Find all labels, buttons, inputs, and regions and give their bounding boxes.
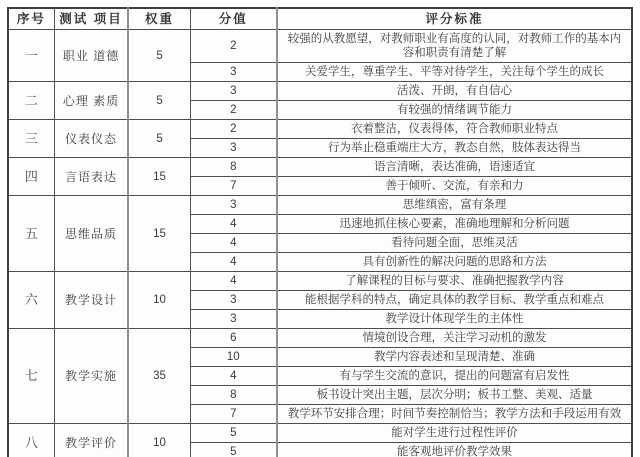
col-header-item: 测试 项目 bbox=[54, 8, 128, 30]
criterion-score: 3 bbox=[190, 310, 277, 329]
criterion-score: 2 bbox=[190, 120, 277, 139]
criterion-text: 能客观地评价教学效果 bbox=[277, 443, 632, 457]
section-name: 心理 素质 bbox=[54, 82, 128, 120]
section-name: 教学实施 bbox=[54, 329, 128, 424]
section-weight: 10 bbox=[128, 424, 190, 457]
section-name: 思维品质 bbox=[54, 196, 128, 272]
criterion-text: 教学环节安排合理；时间节奏控制恰当；教学方法和手段运用有效 bbox=[277, 405, 632, 424]
criterion-score: 4 bbox=[190, 272, 277, 291]
col-header-weight: 权重 bbox=[128, 8, 190, 30]
criterion-text: 板书设计突出主题，层次分明；板书工整、美观、适量 bbox=[277, 386, 632, 405]
criterion-score: 7 bbox=[190, 405, 277, 424]
criterion-score: 5 bbox=[190, 443, 277, 457]
criterion-score: 6 bbox=[190, 329, 277, 348]
criterion-row bbox=[8, 272, 632, 291]
criterion-score: 3 bbox=[190, 63, 277, 82]
criterion-score: 7 bbox=[190, 177, 277, 196]
header-row bbox=[8, 8, 632, 30]
criterion-text: 情境创设合理，关注学习动机的激发 bbox=[277, 329, 632, 348]
section-weight: 5 bbox=[128, 30, 190, 82]
criterion-row bbox=[8, 82, 632, 101]
criterion-score: 5 bbox=[190, 424, 277, 443]
criterion-score: 4 bbox=[190, 215, 277, 234]
criterion-text: 具有创新性的解决问题的思路和方法 bbox=[277, 253, 632, 272]
col-header-index: 序号 bbox=[8, 8, 54, 30]
criterion-row bbox=[8, 329, 632, 348]
section-weight: 5 bbox=[128, 120, 190, 158]
criterion-text: 能对学生进行过程性评价 bbox=[277, 424, 632, 443]
section-number: 五 bbox=[8, 196, 54, 272]
section-number: 八 bbox=[8, 424, 54, 457]
criterion-row bbox=[8, 196, 632, 215]
criterion-text: 能根据学科的特点，确定具体的教学目标、教学重点和难点 bbox=[277, 291, 632, 310]
criterion-text: 活泼、开朗，有自信心 bbox=[277, 82, 632, 101]
criterion-score: 2 bbox=[190, 30, 277, 63]
section-weight: 10 bbox=[128, 272, 190, 329]
section-name: 教学评价 bbox=[54, 424, 128, 457]
section-number: 一 bbox=[8, 30, 54, 82]
section-weight: 15 bbox=[128, 196, 190, 272]
criterion-text: 衣着整洁，仪表得体，符合教师职业特点 bbox=[277, 120, 632, 139]
criterion-text: 有较强的情绪调节能力 bbox=[277, 101, 632, 120]
criterion-score: 8 bbox=[190, 158, 277, 177]
criterion-row bbox=[8, 424, 632, 443]
section-name: 仪表仪态 bbox=[54, 120, 128, 158]
criterion-text: 关爱学生，尊重学生、平等对待学生，关注每个学生的成长 bbox=[277, 63, 632, 82]
criterion-text: 有与学生交流的意识，提出的问题富有启发性 bbox=[277, 367, 632, 386]
col-header-score: 分值 bbox=[190, 8, 277, 30]
criterion-text: 较强的从教愿望，对教师职业有高度的认同，对教师工作的基本内容和职责有清楚了解 bbox=[277, 30, 632, 63]
rubric-body bbox=[8, 30, 632, 457]
criterion-text: 语言清晰，表达准确，语速适宜 bbox=[277, 158, 632, 177]
criterion-score: 2 bbox=[190, 101, 277, 120]
criterion-row bbox=[8, 158, 632, 177]
criterion-score: 3 bbox=[190, 196, 277, 215]
criterion-score: 8 bbox=[190, 386, 277, 405]
criterion-text: 思维缜密，富有条理 bbox=[277, 196, 632, 215]
criterion-score: 4 bbox=[190, 253, 277, 272]
criterion-score: 4 bbox=[190, 234, 277, 253]
criterion-text: 迅速地抓住核心要素，准确地理解和分析问题 bbox=[277, 215, 632, 234]
criterion-text: 教学内容表述和呈现清楚、准确 bbox=[277, 348, 632, 367]
criterion-text: 善于倾听、交流，有亲和力 bbox=[277, 177, 632, 196]
section-number: 二 bbox=[8, 82, 54, 120]
section-weight: 35 bbox=[128, 329, 190, 424]
criterion-score: 3 bbox=[190, 139, 277, 158]
criterion-row bbox=[8, 120, 632, 139]
section-number: 四 bbox=[8, 158, 54, 196]
section-name: 职业 道德 bbox=[54, 30, 128, 82]
scoring-rubric-table bbox=[7, 7, 633, 457]
section-number: 六 bbox=[8, 272, 54, 329]
criterion-score: 3 bbox=[190, 291, 277, 310]
col-header-criteria: 评分标准 bbox=[277, 8, 632, 30]
section-number: 三 bbox=[8, 120, 54, 158]
criterion-score: 4 bbox=[190, 367, 277, 386]
section-name: 教学设计 bbox=[54, 272, 128, 329]
criterion-text: 了解课程的目标与要求、准确把握教学内容 bbox=[277, 272, 632, 291]
criterion-text: 教学设计体现学生的主体性 bbox=[277, 310, 632, 329]
section-name: 言语表达 bbox=[54, 158, 128, 196]
criterion-score: 10 bbox=[190, 348, 277, 367]
section-weight: 15 bbox=[128, 158, 190, 196]
criterion-score: 3 bbox=[190, 82, 277, 101]
section-weight: 5 bbox=[128, 82, 190, 120]
criterion-text: 看待问题全面，思维灵活 bbox=[277, 234, 632, 253]
criterion-row bbox=[8, 30, 632, 63]
section-number: 七 bbox=[8, 329, 54, 424]
criterion-text: 行为举止稳重端庄大方，教态自然，肢体表达得当 bbox=[277, 139, 632, 158]
